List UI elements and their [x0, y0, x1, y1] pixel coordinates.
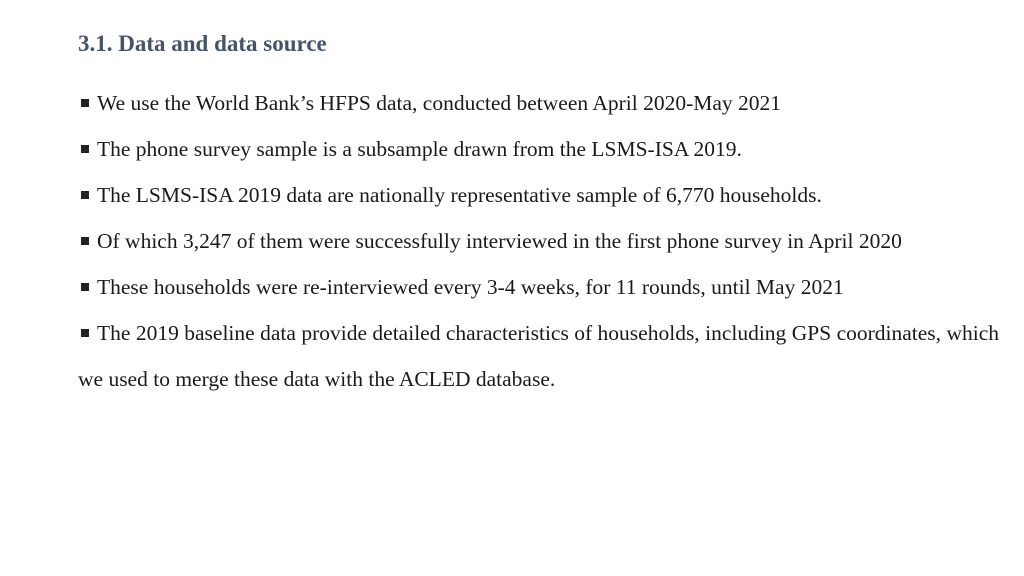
bullet-list	[78, 80, 999, 402]
bullet-text: The 2019 baseline data provide detailed characteristics of households, including GPS coordinates, which we used to merge these data with the ACLED database.	[78, 321, 999, 391]
square-bullet-icon	[81, 283, 89, 291]
bullet-text: Of which 3,247 of them were successfully interviewed in the first phone survey in April 2020	[97, 229, 902, 253]
bullet-item	[78, 310, 999, 402]
bullet-text: We use the World Bank’s HFPS data, conducted between April 2020-May 2021	[97, 91, 782, 115]
bullet-item	[78, 80, 999, 126]
bullet-item	[78, 264, 999, 310]
square-bullet-icon	[81, 145, 89, 153]
bullet-item	[78, 126, 999, 172]
bullet-text: The LSMS-ISA 2019 data are nationally representative sample of 6,770 households.	[97, 183, 822, 207]
square-bullet-icon	[81, 237, 89, 245]
slide-title: 3.1. Data and data source	[78, 31, 327, 56]
bullet-item	[78, 218, 999, 264]
bullet-item	[78, 172, 999, 218]
square-bullet-icon	[81, 191, 89, 199]
square-bullet-icon	[81, 329, 89, 337]
bullet-text: The phone survey sample is a subsample drawn from the LSMS-ISA 2019.	[97, 137, 742, 161]
square-bullet-icon	[81, 99, 89, 107]
bullet-text: These households were re-interviewed every 3-4 weeks, for 11 rounds, until May 2021	[97, 275, 844, 299]
